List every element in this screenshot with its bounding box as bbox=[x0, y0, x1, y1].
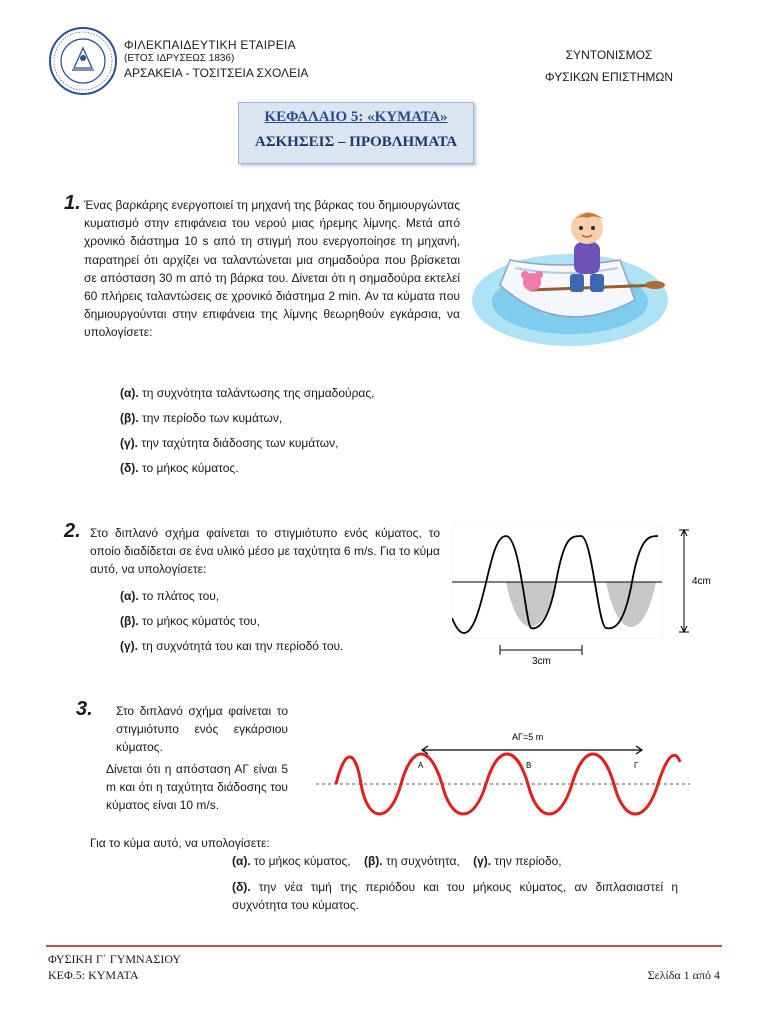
item-text: τη συχνότητά του και την περίοδό του. bbox=[138, 639, 344, 653]
item-text: την νέα τιμή της περιόδου και του μήκους κύματος, αν διπλασιαστεί η συχνότητα του κύματος. bbox=[232, 880, 678, 913]
item-label: (β). bbox=[120, 411, 139, 425]
org-line-3: ΑΡΣΑΚΕΙΑ - ΤΟΣΙΤΣΕΙΑ ΣΧΟΛΕΙΑ bbox=[124, 66, 309, 80]
item-label: (δ). bbox=[232, 880, 251, 894]
org-line-1: ΦΙΛΕΚΠΑΙΔΕΥΤΙΚΗ ΕΤΑΙΡΕΙΑ bbox=[124, 38, 296, 52]
society-seal-icon bbox=[48, 26, 118, 96]
problem-1-item-b bbox=[120, 409, 282, 427]
item-text: τη συχνότητα ταλάντωσης της σημαδούρας, bbox=[138, 386, 375, 400]
org-line-2: (ΕΤΟΣ ΙΔΡΥΣΕΩΣ 1836) bbox=[124, 53, 235, 64]
organization-name bbox=[124, 38, 308, 80]
footer-course: ΦΥΣΙΚΗ Γ΄ ΓΥΜΝΑΣΙΟΥ bbox=[48, 952, 182, 966]
footer-page-number: Σελίδα 1 από 4 bbox=[647, 968, 720, 982]
coord-line-2: ΦΥΣΙΚΩΝ ΕΠΙΣΤΗΜΩΝ bbox=[545, 70, 673, 84]
horizontal-dimension-label: 3cm bbox=[532, 656, 551, 667]
item-text: το μήκος κύματος, bbox=[250, 854, 351, 868]
problem-3-item-d bbox=[232, 878, 678, 914]
item-label: (γ). bbox=[473, 854, 492, 868]
problem-2-text: Στο διπλανό σχήμα φαίνεται το στιγμιότυπο ενός κύματος, το οποίο διαδίδεται σε ένα υλικό μέσο με ταχύτητα 6 m/s. Για το κύμα αυτό, να υπολογίσετε: bbox=[90, 526, 440, 577]
item-label: (α). bbox=[120, 589, 139, 603]
item-label: (δ). bbox=[120, 461, 139, 475]
problem-3-item-b bbox=[364, 854, 460, 868]
problem-3-item-a bbox=[232, 854, 351, 868]
problem-1-number: 1. bbox=[64, 192, 81, 214]
problem-3-intro-text: Στο διπλανό σχήμα φαίνεται το στιγμιότυπο ενός εγκάρσιου κύματος. bbox=[116, 704, 288, 755]
distance-label: ΑΓ=5 m bbox=[512, 732, 544, 742]
vertical-dimension-label: 4cm bbox=[692, 576, 711, 587]
transverse-wave-figure bbox=[316, 722, 696, 832]
footer-rule bbox=[46, 945, 722, 947]
point-a-label: Α bbox=[418, 761, 424, 770]
problem-2-item-a bbox=[120, 587, 219, 605]
item-text: την περίοδο των κυμάτων, bbox=[138, 411, 283, 425]
problem-3-inline-items bbox=[232, 852, 562, 870]
chapter-title: ΚΕΦΑΛΑΙΟ 5: «ΚΥΜΑΤΑ» bbox=[264, 109, 448, 125]
point-c-label: Γ bbox=[634, 761, 639, 770]
problem-1-item-c bbox=[120, 434, 339, 452]
item-label: (γ). bbox=[120, 639, 138, 653]
coord-line-1: ΣΥΝΤΟΝΙΣΜΟΣ bbox=[565, 48, 653, 62]
chapter-subtitle: ΑΣΚΗΣΕΙΣ – ΠΡΟΒΛΗΜΑΤΑ bbox=[254, 134, 458, 150]
chapter-title-box bbox=[238, 102, 474, 164]
problem-2-item-b bbox=[120, 612, 260, 630]
item-label: (β). bbox=[120, 614, 139, 628]
item-text: το πλάτος του, bbox=[138, 589, 220, 603]
item-label: (α). bbox=[232, 854, 251, 868]
item-text: την ταχύτητα διάδοσης των κυμάτων, bbox=[138, 436, 339, 450]
boy-rowing-boat-illustration bbox=[470, 190, 670, 350]
problem-1-item-a bbox=[120, 384, 374, 402]
item-text: τη συχνότητα, bbox=[382, 854, 460, 868]
footer-chapter: ΚΕΦ.5: ΚΥΜΑΤΑ bbox=[48, 968, 139, 982]
problem-3-request-text: Για το κύμα αυτό, να υπολογίσετε: bbox=[90, 836, 270, 850]
wave-snapshot-figure bbox=[452, 526, 722, 668]
problem-3-number: 3. bbox=[76, 698, 93, 720]
item-text: το μήκος κύματός του, bbox=[138, 614, 260, 628]
problem-2-item-c bbox=[120, 637, 343, 655]
problem-2-number: 2. bbox=[64, 520, 81, 542]
problem-1-text: Ένας βαρκάρης ενεργοποιεί τη μηχανή της βάρκας του δημιουργώντας κυματισμό στην επιφάνεια του νερού μιας ήρεμης λίμνης. Μετά από χρονικό διάστημα 10 s από τη στιγμή που ενεργοποίησε τη μηχανή, παρατηρεί ότι αρχίζει να ταλαντώνεται μια σημαδούρα που βρίσκεται σε απόσταση 30 m από τη βάρκα του. Δίνεται ότι η σημαδούρα εκτελεί 60 πλήρεις ταλαντώσεις σε χρονικό διάστημα 2 min. Αν τα κύματα που δημιουργούνται στην επιφάνεια της λίμνης θεωρηθούν εγκάρσια, να υπολογίσετε: bbox=[84, 198, 460, 340]
coordination-label bbox=[534, 44, 684, 88]
item-label: (β). bbox=[363, 854, 383, 868]
problem-3-given-text: Δίνεται ότι η απόσταση ΑΓ είναι 5 m και ότι η ταχύτητα διάδοσης του κύματος είναι 10 m/s. bbox=[106, 762, 288, 813]
point-b-label: Β bbox=[526, 761, 532, 770]
item-label: (α). bbox=[120, 386, 139, 400]
problem-3-item-c bbox=[473, 854, 562, 868]
item-label: (γ). bbox=[120, 436, 138, 450]
item-text: το μήκος κύματος. bbox=[138, 461, 239, 475]
problem-1-item-d bbox=[120, 459, 239, 477]
item-text: την περίοδο, bbox=[491, 854, 562, 868]
